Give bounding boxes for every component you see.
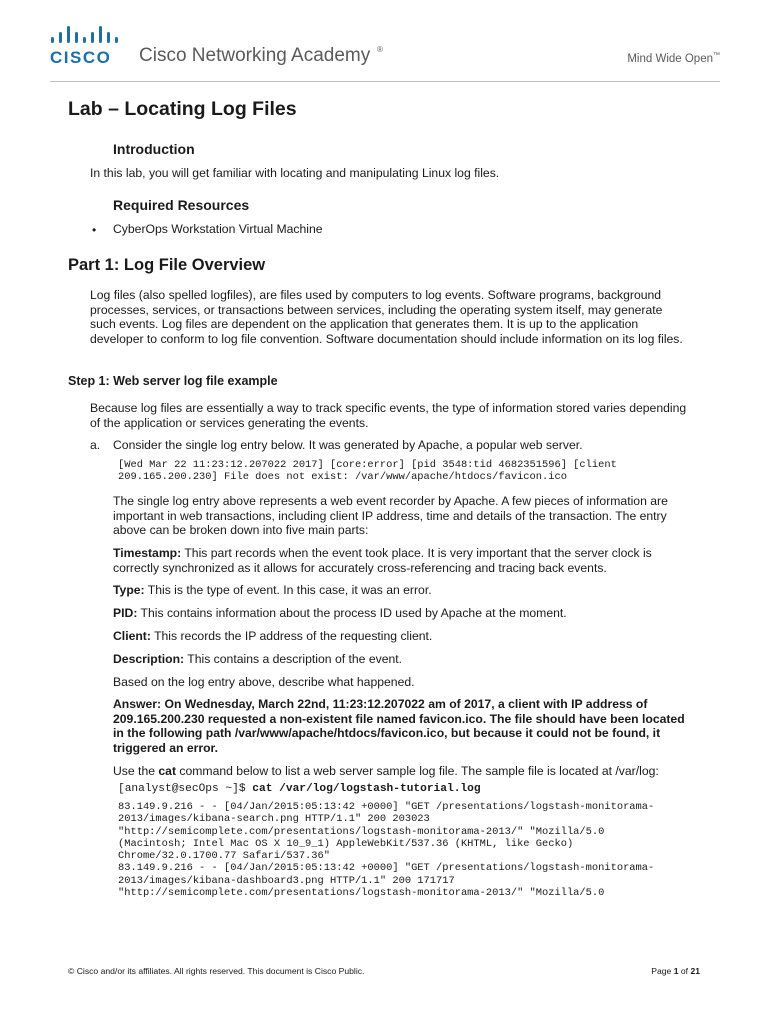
log-explanation: The single log entry above represents a web event recorder by Apache. A few pieces of information are important in web transactions, including client IP address, time and details of the transaction. The entry above can be broken down into five main parts: <box>113 494 668 537</box>
cat-instruction: Use the cat command below to list a web server sample log file. The sample file is located at /var/log: <box>113 764 659 778</box>
cisco-logo <box>50 24 122 68</box>
terminal-command: [analyst@secOps ~]$ cat /var/log/logstash-tutorial.log <box>118 783 481 795</box>
field-type: Type: This is the type of event. In this case, it was an error. <box>113 583 432 597</box>
part1-title: Part 1: Log File Overview <box>68 256 266 274</box>
item-a-text: Consider the single log entry below. It was generated by Apache, a popular web server. <box>113 438 583 452</box>
tagline: Mind Wide Open™ <box>627 52 720 65</box>
field-pid: PID: This contains information about the process ID used by Apache at the moment. <box>113 606 567 620</box>
field-client: Client: This records the IP address of the requesting client. <box>113 629 433 643</box>
question-text: Based on the log entry above, describe what happened. <box>113 675 415 689</box>
field-timestamp: Timestamp: This part records when the event took place. It is very important that the server clock is correctly synchronized as it allows for accurately cross-referencing and tracing back events. <box>113 546 652 575</box>
cisco-bridge-icon <box>50 24 122 46</box>
field-description: Description: This contains a description of the event. <box>113 652 403 666</box>
intro-text: In this lab, you will get familiar with locating and manipulating Linux log files. <box>90 166 500 180</box>
list-letter-a: a. <box>90 438 101 452</box>
page-header <box>0 0 768 84</box>
answer-text: Answer: On Wednesday, March 22nd, 11:23:12.207022 am of 2017, a client with IP address of 209.165.200.230 requested a non-existent file named favicon.ico. The file should have been located in the following path /var/www/apache/htdocs/favicon.ico, but because it could not be found, it triggered an error. <box>113 697 685 755</box>
intro-heading: Introduction <box>113 141 195 157</box>
footer-page-number: Page 1 of 21 <box>651 966 700 976</box>
registered-mark: ® <box>377 45 383 54</box>
part1-paragraph: Log files (also spelled logfiles), are files used by computers to log events. Software programs, background processes, services, or transactions between services, including the operating system itself, may generate such events. Log files are dependent on the application that generates them. It is up to the application developer to conform to log file convention. Software documentation should include information on its log files. <box>90 288 683 346</box>
cisco-wordmark: CISCO <box>50 48 112 67</box>
footer-copyright: © Cisco and/or its affiliates. All rights reserved. This document is Cisco Public. <box>68 966 365 976</box>
document-title: Lab – Locating Log Files <box>68 98 297 120</box>
bullet-icon: • <box>92 223 97 237</box>
resources-heading: Required Resources <box>113 197 250 213</box>
step1-paragraph: Because log files are essentially a way to track specific events, the type of information stored varies depending of the application or services generating the events. <box>90 401 687 430</box>
academy-name: Cisco Networking Academy <box>139 45 371 66</box>
apache-log-entry: [Wed Mar 22 11:23:12.207022 2017] [core:error] [pid 3548:tid 4682351596] [client 209.165.200.230] File does not exist: /var/www/apache/htdocs/favicon.ico <box>118 459 617 484</box>
step1-title: Step 1: Web server log file example <box>68 374 278 388</box>
resource-item: CyberOps Workstation Virtual Machine <box>113 222 323 236</box>
header-divider <box>50 81 720 82</box>
log-output: 83.149.9.216 - - [04/Jan/2015:05:13:42 +0000] "GET /presentations/logstash-monitorama- 2013/images/kibana-search.png HTTP/1.1" 200 203023 "http://semicomplete.com/presentations/logstash-monitorama-2013/" "Mozilla/5.0 (Macintosh; Intel Mac OS X 10_9_1) AppleWebKit/537.36 (KHTML, like Gecko) Chrome/32.0.1700.77 Safari/537.36" 83.149.9.216 - - [04/Jan/2015:05:13:42 +0000] "GET /presentations/logstash-monitorama- 2013/images/kibana-dashboard3.png HTTP/1.1" 200 171717 "http://semicomplete.com/presentations/logstash-monitorama-2013/" "Mozilla/5.0 <box>118 801 655 900</box>
